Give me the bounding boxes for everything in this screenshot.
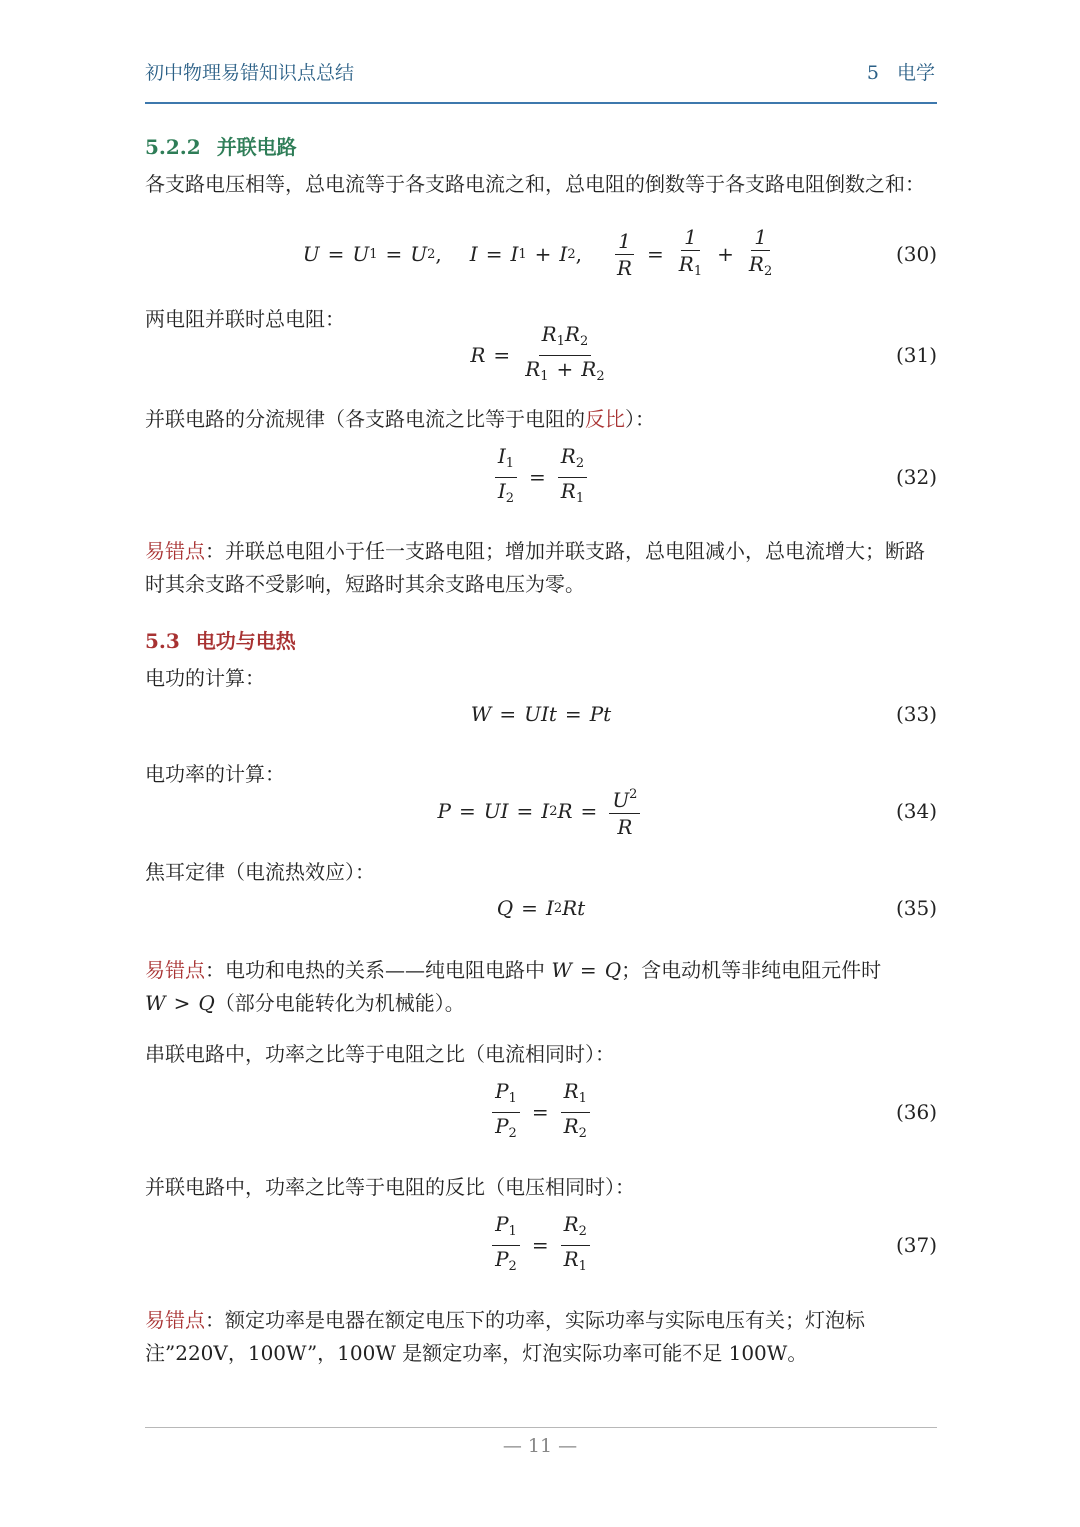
pitfall-label: 易错点 xyxy=(145,1308,205,1332)
paragraph-parallel-ratio: 并联电路中，功率之比等于电阻的反比（电压相同时）： xyxy=(145,1175,635,1199)
pitfall-work-heat: 易错点：电功和电热的关系——纯电阻电路中 W = Q；含电动机等非纯电阻元件时 W > Q（部分电能转化为机械能）。 xyxy=(145,958,882,1015)
equation-32-body: $\frac{I_1}{I_2}$ = $\frac{R_2}{R_1}$ xyxy=(145,447,937,507)
equation-31 xyxy=(145,321,937,385)
footer-rule xyxy=(145,1427,937,1428)
equation-34-number: (34) xyxy=(895,799,937,823)
chapter-number: 5 xyxy=(866,62,879,84)
equation-33-number: (33) xyxy=(895,702,937,726)
running-header-chapter xyxy=(867,58,935,85)
equation-30 xyxy=(145,224,937,284)
pitfall-label: 易错点 xyxy=(145,539,205,563)
equation-31-body: R = $\frac{R_1R_2}{R_1 + R_2}$ xyxy=(470,321,605,384)
equation-32-number: (32) xyxy=(895,465,937,489)
equation-36-number: (36) xyxy=(895,1100,937,1124)
equation-37-body: $\frac{P_1}{P_2}$ = $\frac{R_2}{R_1}$ xyxy=(145,1215,937,1275)
equation-32 xyxy=(145,443,937,507)
equation-36 xyxy=(145,1078,937,1142)
equation-37-number: (37) xyxy=(895,1233,937,1257)
equation-35-body: Q = I 2 Rt xyxy=(496,896,586,920)
page-number: — 11 — xyxy=(502,1435,578,1457)
running-header-title: 初中物理易错知识点总结 xyxy=(145,62,355,84)
equation-33-body: W = UIt = Pt xyxy=(470,702,612,726)
section-heading-5-3: 5.3 电功与电热 xyxy=(145,629,296,653)
pitfall-parallel: 易错点：并联总电阻小于任一支路电阻；增加并联支路，总电阻减小，总电流增大；断路时其余支路不受影响，短路时其余支路电压为零。 xyxy=(145,539,925,596)
paragraph-joule-law: 焦耳定律（电流热效应）： xyxy=(145,860,375,884)
equation-34-body: P = UI = I 2 R = $\frac{U^2}{R}$ xyxy=(145,781,937,841)
paragraph-series-ratio: 串联电路中，功率之比等于电阻之比（电流相同时）： xyxy=(145,1042,615,1066)
equation-34 xyxy=(145,781,937,841)
accent-inverse-ratio: 反比 xyxy=(585,407,625,431)
paragraph-current-division-rule: 并联电路的分流规律（各支路电流之比等于电阻的反比）： xyxy=(145,407,655,431)
section-heading-5-2-2: 5.2.2 并联电路 xyxy=(145,135,297,159)
chapter-title: 电学 xyxy=(896,62,935,84)
paragraph-power-calc: 电功率的计算： xyxy=(145,762,285,786)
equation-30-body: U = U 1 = U 2 , I = I 1 + I 2 , $\frac{1}{R}$ = $\frac{1}{R_1}$ + $\frac{1}{R_2}$ xyxy=(302,224,773,280)
equation-35-number: (35) xyxy=(895,896,937,920)
paragraph-parallel-intro: 各支路电压相等，总电流等于各支路电流之和，总电阻的倒数等于各支路电阻倒数之和： xyxy=(145,172,925,196)
equation-36-body: $\frac{P_1}{P_2}$ = $\frac{R_1}{R_2}$ xyxy=(145,1082,937,1142)
equation-37 xyxy=(145,1211,937,1275)
pitfall-label: 易错点 xyxy=(145,958,205,982)
equation-35 xyxy=(145,878,937,938)
pitfall-rated-power: 易错点：额定功率是电器在额定电压下的功率，实际功率与实际电压有关；灯泡标注”220V，100W”，100W 是额定功率，灯泡实际功率可能不足 100W。 xyxy=(145,1308,865,1365)
equation-33 xyxy=(145,684,937,744)
header-rule xyxy=(145,102,937,104)
paragraph-two-resistors: 两电阻并联时总电阻： xyxy=(145,307,345,331)
paragraph-work-calc: 电功的计算： xyxy=(145,666,265,690)
equation-30-number: (30) xyxy=(895,242,937,266)
equation-31-number: (31) xyxy=(895,343,937,367)
